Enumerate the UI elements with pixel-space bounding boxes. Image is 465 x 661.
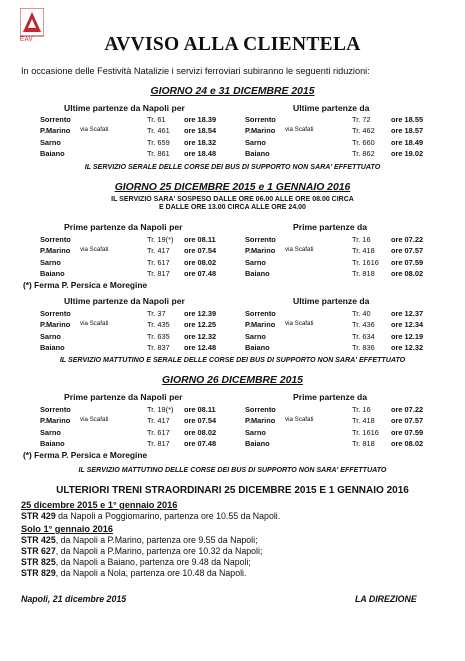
train-description: , da Napoli a Baiano, partenza ore 9.48 da Napoli; <box>55 557 251 567</box>
station-name: P.Marino <box>40 126 71 136</box>
timetable-row <box>0 405 465 416</box>
signature: LA DIREZIONE <box>355 594 417 604</box>
departure-time: ore 18.57 <box>391 126 424 136</box>
departure-time: ore 07.59 <box>391 427 424 437</box>
section-heading: GIORNO 26 DICEMBRE 2015 <box>162 375 303 386</box>
station-via: via Scafati <box>285 320 314 328</box>
departure-time: ore 07.59 <box>391 257 424 267</box>
departure-time: ore 12.32 <box>184 331 217 341</box>
column-heading-right: Ultime partenze da <box>293 296 370 306</box>
station-name: Baiano <box>40 342 65 352</box>
station-name: P.Marino <box>40 246 71 256</box>
timetable-row <box>0 126 465 137</box>
extra-trains-heading: ULTERIORI TRENI STRAORDINARI 25 DICEMBRE 2015 E 1 GENNAIO 2016 <box>56 485 409 496</box>
departure-time: ore 12.19 <box>391 331 424 341</box>
intro-text: In occasione delle Festività Natalizie i servizi ferroviari subiranno le seguenti riduzioni: <box>21 66 370 76</box>
departure-time: ore 12.37 <box>391 309 424 318</box>
train-number: Tr. 862 <box>352 148 375 158</box>
timetable-row <box>0 320 465 331</box>
train-code: STR 429 <box>21 511 56 521</box>
train-number: Tr. 40 <box>352 309 371 318</box>
departure-time: ore 12.39 <box>184 309 217 318</box>
station-name: P.Marino <box>245 416 276 426</box>
train-number: Tr. 436 <box>352 320 375 330</box>
timetable-row <box>0 138 465 149</box>
station-name: Baiano <box>245 148 270 158</box>
train-number: Tr. 837 <box>147 342 170 352</box>
station-name: Sorrento <box>40 309 71 318</box>
station-name: Sarno <box>40 331 61 341</box>
train-number: Tr. 617 <box>147 257 170 267</box>
train-number: Tr. 418 <box>352 246 375 256</box>
timetable-row <box>0 309 465 320</box>
timetable-row <box>0 149 465 160</box>
station-name: Baiano <box>40 268 65 278</box>
extra-train-line <box>21 568 246 578</box>
station-name: P.Marino <box>40 416 71 426</box>
suspension-notice: E DALLE ORE 13.00 CIRCA ALLE ORE 24.00 <box>159 204 306 211</box>
departure-time: ore 12.25 <box>184 320 217 330</box>
train-number: Tr. 461 <box>147 126 170 136</box>
departure-time: ore 08.02 <box>391 268 424 278</box>
train-number: Tr. 462 <box>352 126 375 136</box>
departure-time: ore 07.22 <box>391 235 424 244</box>
departure-time: ore 18.55 <box>391 115 424 124</box>
timetable-row <box>0 416 465 427</box>
station-name: P.Marino <box>245 320 276 330</box>
station-name: Sorrento <box>245 115 276 124</box>
station-name: P.Marino <box>245 246 276 256</box>
station-via: via Scafati <box>80 246 109 254</box>
station-name: P.Marino <box>40 320 71 330</box>
train-number: Tr. 635 <box>147 331 170 341</box>
departure-time: ore 08.11 <box>184 405 216 414</box>
timetable-row <box>0 269 465 280</box>
departure-time: ore 18.49 <box>391 137 424 147</box>
station-name: Sarno <box>245 331 266 341</box>
departure-time: ore 07.54 <box>184 246 217 256</box>
station-name: Baiano <box>245 438 270 448</box>
train-number: Tr. 418 <box>352 416 375 426</box>
column-heading-left: Prime partenze da Napoli per <box>64 392 183 402</box>
extra-group-heading: Solo 1° gennaio 2016 <box>21 524 114 534</box>
train-code: STR 829 <box>21 568 56 578</box>
train-description: , da Napoli a P.Marino, partenza ore 9.55 da Napoli; <box>55 535 258 545</box>
train-number: Tr. 818 <box>352 438 375 448</box>
departure-time: ore 08.11 <box>184 235 216 244</box>
station-name: Sarno <box>40 427 61 437</box>
departure-time: ore 12.32 <box>391 342 424 352</box>
extra-train-line <box>21 557 251 567</box>
suspension-notice: IL SERVIZIO SARA' SOSPESO DALLE ORE 06.00 ALLE ORE 08.00 CIRCA <box>111 196 354 203</box>
departure-time: ore 07.54 <box>184 416 217 426</box>
train-description: da Napoli a Poggiomarino, partenza ore 10.55 da Napoli. <box>55 511 281 521</box>
logo-text: EAV <box>20 37 34 43</box>
column-heading-left: Prime partenze da Napoli per <box>64 222 183 232</box>
station-name: Sorrento <box>40 115 71 124</box>
departure-time: ore 18.39 <box>184 115 217 124</box>
station-name: Baiano <box>245 268 270 278</box>
timetable-row <box>0 332 465 343</box>
train-number: Tr. 817 <box>147 438 170 448</box>
column-heading-right: Prime partenze da <box>293 222 368 232</box>
train-number: Tr. 16 <box>352 235 371 244</box>
station-via: via Scafati <box>80 320 109 328</box>
train-number: Tr. 1616 <box>352 427 379 437</box>
departure-time: ore 08.02 <box>184 427 217 437</box>
column-heading-left: Ultime partenze da Napoli per <box>64 296 185 306</box>
departure-time: ore 12.48 <box>184 342 217 352</box>
station-name: Sorrento <box>245 235 276 244</box>
station-name: Sarno <box>40 257 61 267</box>
train-number: Tr. 817 <box>147 268 170 278</box>
train-number: Tr. 634 <box>352 331 375 341</box>
train-code: STR 825 <box>21 557 56 567</box>
extra-train-line <box>21 511 280 521</box>
train-description: , da Napoli a P.Marino, partenza ore 10.32 da Napoli; <box>55 546 263 556</box>
train-number: Tr. 1616 <box>352 257 379 267</box>
departure-time: ore 08.02 <box>391 438 424 448</box>
departure-time: ore 07.22 <box>391 405 424 414</box>
train-number: Tr. 659 <box>147 137 170 147</box>
train-number: Tr. 660 <box>352 137 375 147</box>
station-name: Baiano <box>40 438 65 448</box>
train-number: Tr. 417 <box>147 246 170 256</box>
bus-notice: IL SERVIZIO MATTUTINO DELLE CORSE DEI BUS DI SUPPORTO NON SARA' EFFETTUATO <box>78 466 387 474</box>
departure-time: ore 18.32 <box>184 137 217 147</box>
train-number: Tr. 37 <box>147 309 166 318</box>
station-name: Baiano <box>245 342 270 352</box>
extra-train-line <box>21 535 258 545</box>
station-name: P.Marino <box>245 126 276 136</box>
train-number: Tr. 19(*) <box>147 235 174 244</box>
station-via: via Scafati <box>285 416 314 424</box>
departure-time: ore 08.02 <box>184 257 217 267</box>
train-number: Tr. 19(*) <box>147 405 174 414</box>
station-name: Sarno <box>40 137 61 147</box>
station-name: Sarno <box>245 137 266 147</box>
column-heading-right: Prime partenze da <box>293 392 368 402</box>
bus-notice: IL SERVIZIO MATTUTINO E SERALE DELLE CORSE DEI BUS DI SUPPORTO NON SARA' EFFETTUATO <box>59 356 406 364</box>
timetable-row <box>0 235 465 246</box>
train-code: STR 627 <box>21 546 56 556</box>
train-code: STR 425 <box>21 535 56 545</box>
timetable-row <box>0 439 465 450</box>
station-via: via Scafati <box>285 126 314 134</box>
station-via: via Scafati <box>80 126 109 134</box>
departure-time: ore 19.02 <box>391 148 424 158</box>
section-heading: GIORNO 24 e 31 DICEMBRE 2015 <box>150 86 315 97</box>
station-name: Sorrento <box>245 309 276 318</box>
timetable-row <box>0 246 465 257</box>
place-date: Napoli, 21 dicembre 2015 <box>21 594 127 604</box>
station-via: via Scafati <box>80 416 109 424</box>
timetable-row <box>0 115 465 126</box>
departure-time: ore 07.57 <box>391 416 424 426</box>
station-via: via Scafati <box>285 246 314 254</box>
footnote: (*) Ferma P. Persica e Moregine <box>23 280 148 290</box>
train-number: Tr. 417 <box>147 416 170 426</box>
train-number: Tr. 72 <box>352 115 371 124</box>
train-number: Tr. 818 <box>352 268 375 278</box>
train-number: Tr. 861 <box>147 148 170 158</box>
column-heading-left: Ultime partenze da Napoli per <box>64 103 185 113</box>
departure-time: ore 07.57 <box>391 246 424 256</box>
train-number: Tr. 16 <box>352 405 371 414</box>
extra-group-heading: 25 dicembre 2015 e 1° gennaio 2016 <box>21 500 178 510</box>
station-name: Baiano <box>40 148 65 158</box>
extra-train-line <box>21 546 262 556</box>
departure-time: ore 18.48 <box>184 148 217 158</box>
column-heading-right: Ultime partenze da <box>293 103 370 113</box>
station-name: Sorrento <box>245 405 276 414</box>
train-description: , da Napoli a Nola, partenza ore 10.48 da Napoli. <box>55 568 247 578</box>
departure-time: ore 07.48 <box>184 438 217 448</box>
train-number: Tr. 61 <box>147 115 166 124</box>
timetable-row <box>0 258 465 269</box>
footnote: (*) Ferma P. Persica e Moregine <box>23 450 148 460</box>
departure-time: ore 12.34 <box>391 320 424 330</box>
train-number: Tr. 617 <box>147 427 170 437</box>
departure-time: ore 18.54 <box>184 126 217 136</box>
departure-time: ore 07.48 <box>184 268 217 278</box>
timetable-row <box>0 428 465 439</box>
timetable-row <box>0 343 465 354</box>
station-name: Sarno <box>245 427 266 437</box>
train-number: Tr. 836 <box>352 342 375 352</box>
page-title: AVVISO ALLA CLIENTELA <box>104 34 361 55</box>
train-number: Tr. 435 <box>147 320 170 330</box>
station-name: Sorrento <box>40 235 71 244</box>
station-name: Sorrento <box>40 405 71 414</box>
bus-notice: IL SERVIZIO SERALE DELLE CORSE DEI BUS DI SUPPORTO NON SARA' EFFETTUATO <box>84 163 381 171</box>
station-name: Sarno <box>245 257 266 267</box>
section-heading: GIORNO 25 DICEMBRE 2015 e 1 GENNAIO 2016 <box>114 182 351 193</box>
